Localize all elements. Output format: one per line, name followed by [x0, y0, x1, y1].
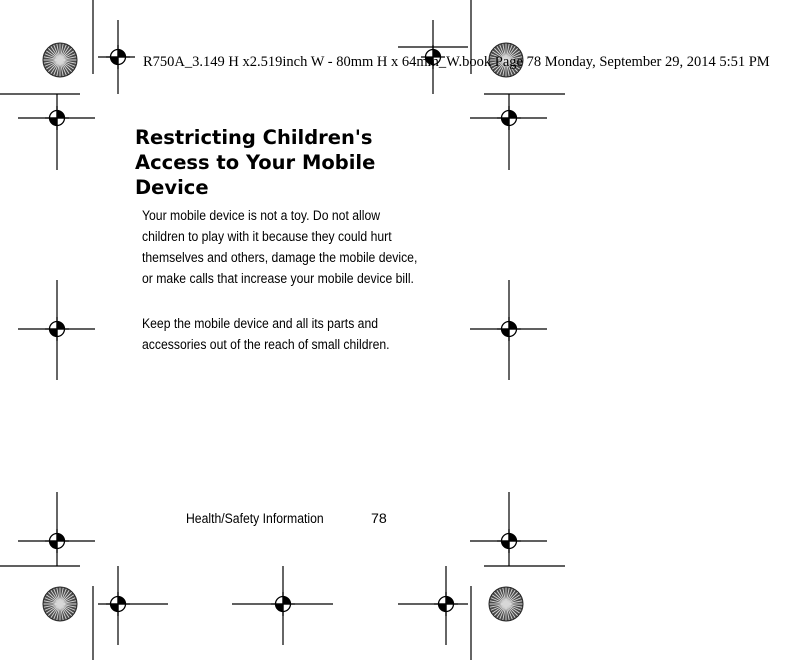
paragraph: Your mobile device is not a toy. Do not allow children to play with it because they could hurt themselves and others, damage the mobile device, or make calls that increase your mobile device bill. — [142, 208, 418, 287]
color-bar-mark — [43, 587, 77, 621]
footer-section-title: Health/Safety Information — [186, 511, 324, 527]
registration-mark — [497, 106, 521, 130]
registration-mark — [271, 592, 295, 616]
page-number: 78 — [371, 511, 387, 527]
registration-mark — [45, 106, 69, 130]
registration-mark — [106, 45, 130, 69]
registration-mark — [45, 529, 69, 553]
registration-mark — [434, 592, 458, 616]
registration-mark — [497, 317, 521, 341]
print-slug-header: R750A_3.149 H x2.519inch W - 80mm H x 64mm_W.book Page 78 Monday, September 29, 2014 5:51 PM — [143, 54, 770, 70]
registration-mark — [45, 317, 69, 341]
paragraph: Keep the mobile device and all its parts and accessories out of the reach of small children. — [142, 316, 390, 353]
registration-mark — [106, 592, 130, 616]
section-heading: Restricting Children's Access to Your Mobile Device — [135, 126, 376, 199]
registration-mark — [497, 529, 521, 553]
color-bar-mark — [489, 587, 523, 621]
color-bar-mark — [43, 43, 77, 77]
